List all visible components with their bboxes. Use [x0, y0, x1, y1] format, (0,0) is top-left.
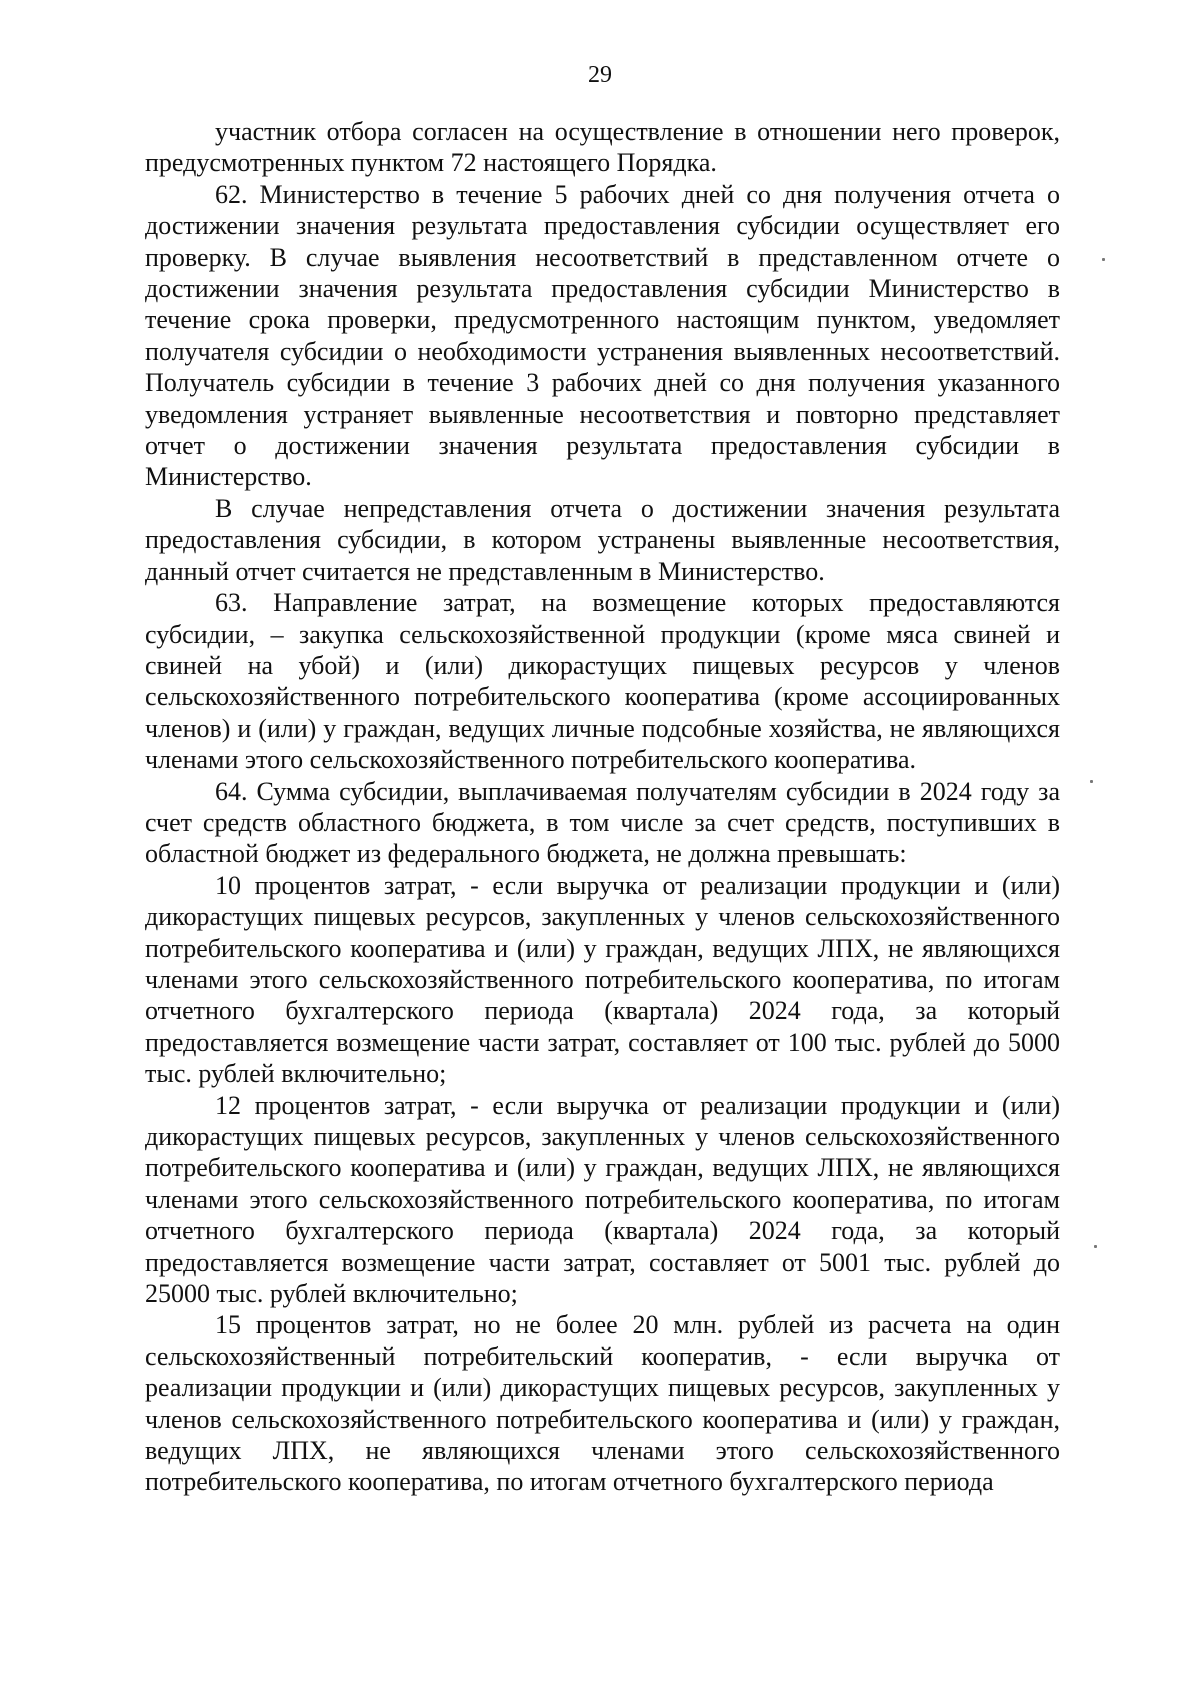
document-body — [145, 116, 1060, 1498]
scan-speck — [1090, 780, 1093, 783]
paragraph-62-non-submission: В случае непредставления отчета о достижении значения результата предоставления субсидии, в котором устранены выявленные несоответствия, данный отчет считается не представленным в Министерство. — [145, 493, 1060, 586]
page-number: 29 — [588, 62, 612, 88]
paragraph-64-15-percent: 15 процентов затрат, но не более 20 млн. рублей из расчета на один сельскохозяйственный потребительский кооператив, - если выручка от реализации продукции и (или) дикорастущих пищевых ресурсов, закупленных у членов сельскохозяйственного потребительского кооператива и (или) у граждан, ведущих ЛПХ, не являющихся членами этого сельскохозяйственного потребительского кооператива, по итогам отчетного бухгалтерского периода — [145, 1310, 1060, 1497]
paragraph-64-12-percent: 12 процентов затрат, - если выручка от реализации продукции и (или) дикорастущих пищевых ресурсов, закупленных у членов сельскохозяйственного потребительского кооператива и (или) у граждан, ведущих ЛПХ, не являющихся членами этого сельскохозяйственного потребительского кооператива, по итогам отчетного бухгалтерского периода (квартала) 2024 года, за который предоставляется возмещение части затрат, составляет от 5001 тыс. рублей до 25000 тыс. рублей включительно; — [145, 1090, 1060, 1309]
paragraph-continuation: участник отбора согласен на осуществление в отношении него проверок, предусмотренных пунктом 72 настоящего Порядка. — [145, 117, 1060, 178]
paragraph-62: 62. Министерство в течение 5 рабочих дней со дня получения отчета о достижении значения результата предоставления субсидии осуществляет его проверку. В случае выявления несоответствий в представленном отчете о достижении значения результата предоставления субсидии Министерство в течение срока проверки, предусмотренного настоящим пунктом, уведомляет получателя субсидии о необходимости устранения выявленных несоответствий. Получатель субсидии в течение 3 рабочих дней со дня получения указанного уведомления устраняет выявленные несоответствия и повторно представляет отчет о достижении значения результата предоставления субсидии в Министерство. — [145, 179, 1060, 492]
paragraph-64: 64. Сумма субсидии, выплачиваемая получателям субсидии в 2024 году за счет средств областного бюджета, в том числе за счет средств, поступивших в областной бюджет из федерального бюджета, не должна превышать: — [145, 776, 1060, 869]
paragraph-64-10-percent: 10 процентов затрат, - если выручка от реализации продукции и (или) дикорастущих пищевых ресурсов, закупленных у членов сельскохозяйственного потребительского кооператива и (или) у граждан, ведущих ЛПХ, не являющихся членами этого сельскохозяйственного потребительского кооператива, по итогам отчетного бухгалтерского периода (квартала) 2024 года, за который предоставляется возмещение части затрат, составляет от 100 тыс. рублей до 5000 тыс. рублей включительно; — [145, 870, 1060, 1089]
scan-speck — [1094, 1245, 1097, 1248]
scan-speck — [1102, 258, 1105, 261]
paragraph-63: 63. Направление затрат, на возмещение которых предоставляются субсидии, – закупка сельскохозяйственной продукции (кроме мяса свиней и свиней на убой) и (или) дикорастущих пищевых ресурсов у членов сельскохозяйственного потребительского кооператива (кроме ассоциированных членов) и (или) у граждан, ведущих личные подсобные хозяйства, не являющихся членами этого сельскохозяйственного потребительского кооператива. — [145, 588, 1060, 775]
